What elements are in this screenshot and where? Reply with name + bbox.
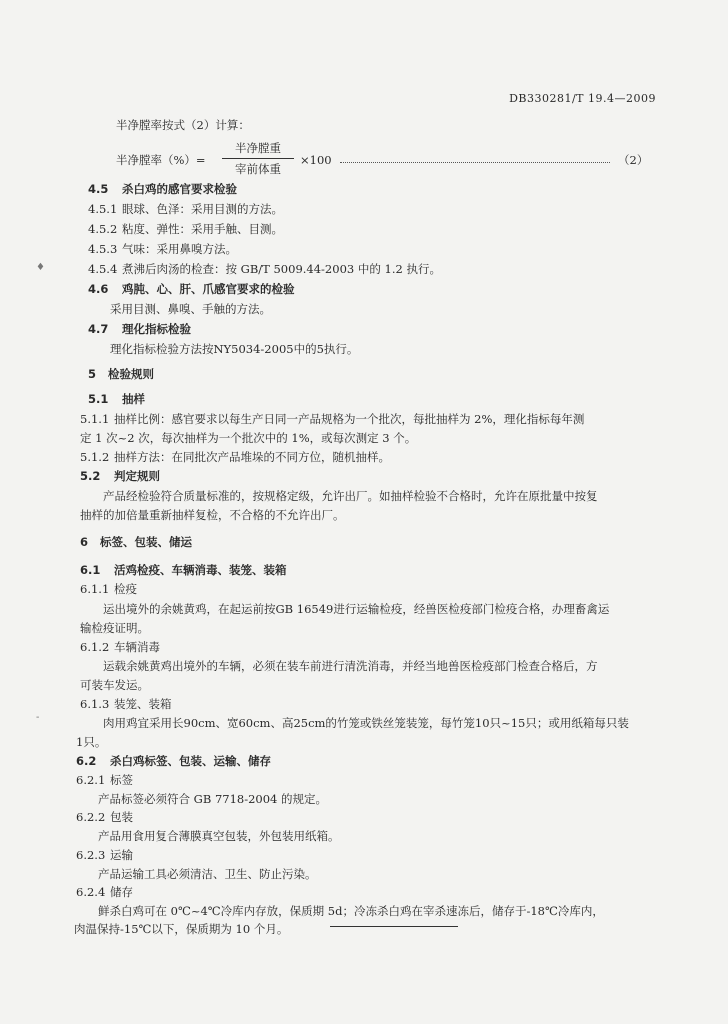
formula-lhs: 半净膛率（%）= bbox=[116, 153, 206, 167]
section-title: 理化指标检验 bbox=[122, 322, 191, 336]
subsection-6-1-1-heading bbox=[80, 582, 137, 596]
section-5-2-heading bbox=[80, 469, 160, 483]
chapter-6-heading bbox=[80, 535, 192, 549]
subsection-title: 储存 bbox=[110, 885, 133, 899]
section-number: 4.5 bbox=[88, 182, 109, 196]
subsection-title: 车辆消毒 bbox=[114, 640, 160, 654]
item-text: 抽样比例：感官要求以每生产日同一产品规格为一个批次，每批抽样为 2%，理化指标每年测 bbox=[114, 412, 585, 426]
paragraph-6-2-4-line2: 肉温保持-15℃以下，保质期为 10 个月。 bbox=[74, 922, 289, 936]
item-text: 气味：采用鼻嗅方法。 bbox=[122, 242, 237, 256]
item-number: 5.1.1 bbox=[80, 412, 110, 426]
paragraph-4-6: 采用目测、鼻嗅、手触的方法。 bbox=[110, 302, 271, 316]
paragraph-6-1-3-line1: 肉用鸡宜采用长90cm、宽60cm、高25cm的竹笼或铁丝笼装笼，每竹笼10只~15只；或用纸箱每只装 bbox=[103, 716, 629, 730]
subsection-title: 标签 bbox=[110, 773, 133, 787]
item-number: 4.5.3 bbox=[88, 242, 118, 256]
subsection-number: 6.1.2 bbox=[80, 640, 110, 654]
item-5-1-1-line1 bbox=[80, 412, 584, 426]
chapter-title: 标签、包装、储运 bbox=[100, 535, 192, 549]
subsection-number: 6.2.1 bbox=[76, 773, 106, 787]
subsection-number: 6.1.1 bbox=[80, 582, 110, 596]
paragraph-6-2-1: 产品标签必须符合 GB 7718-2004 的规定。 bbox=[98, 792, 328, 806]
section-4-5-heading bbox=[88, 182, 237, 196]
item-4-5-4 bbox=[88, 262, 441, 276]
section-6-1-heading bbox=[80, 563, 287, 577]
section-number: 4.6 bbox=[88, 282, 109, 296]
paragraph-5-2-line1: 产品经检验符合质量标准的，按规格定级，允许出厂。如抽样检验不合格时，允许在原批量中按复 bbox=[103, 489, 598, 503]
section-title: 活鸡检疫、车辆消毒、装笼、装箱 bbox=[114, 563, 287, 577]
subsection-6-2-4-heading bbox=[76, 885, 133, 899]
item-4-5-1 bbox=[88, 202, 283, 216]
subsection-number: 6.1.3 bbox=[80, 697, 110, 711]
subsection-title: 运输 bbox=[110, 848, 133, 862]
formula-denominator: 宰前体重 bbox=[235, 162, 281, 176]
subsection-number: 6.2.2 bbox=[76, 810, 106, 824]
item-number: 5.1.2 bbox=[80, 450, 110, 464]
section-number: 5.1 bbox=[88, 392, 109, 406]
paragraph-6-2-3: 产品运输工具必须清洁、卫生、防止污染。 bbox=[98, 867, 317, 881]
paragraph-6-1-2-line2: 可装车发运。 bbox=[80, 678, 149, 692]
scan-margin-mark: ♦ bbox=[36, 262, 45, 273]
item-5-1-2 bbox=[80, 450, 390, 464]
item-number: 4.5.2 bbox=[88, 222, 118, 236]
section-number: 4.7 bbox=[88, 322, 109, 336]
formula-intro: 半净膛率按式（2）计算： bbox=[116, 118, 250, 132]
section-4-6-heading bbox=[88, 282, 295, 296]
paragraph-6-1-3-line2: 1只。 bbox=[76, 735, 107, 749]
section-4-7-heading bbox=[88, 322, 191, 336]
section-number: 5.2 bbox=[80, 469, 101, 483]
end-of-document-line bbox=[330, 926, 458, 927]
section-title: 抽样 bbox=[122, 392, 145, 406]
chapter-number: 6 bbox=[80, 535, 89, 549]
subsection-6-1-3-heading bbox=[80, 697, 172, 711]
paragraph-6-1-2-line1: 运载余姚黄鸡出境外的车辆，必须在装车前进行清洗消毒，并经当地兽医检疫部门检查合格后，方 bbox=[103, 659, 598, 673]
formula-equation-number: （2） bbox=[618, 153, 649, 167]
item-text: 抽样方法：在同批次产品堆垛的不同方位，随机抽样。 bbox=[114, 450, 390, 464]
section-5-1-heading bbox=[88, 392, 145, 406]
item-number: 4.5.4 bbox=[88, 262, 118, 276]
item-5-1-1-line2: 定 1 次~2 次，每次抽样为一个批次中的 1%，或每次测定 3 个。 bbox=[80, 431, 417, 445]
formula-fraction bbox=[222, 140, 294, 177]
subsection-title: 检疫 bbox=[114, 582, 137, 596]
item-number: 4.5.1 bbox=[88, 202, 118, 216]
document-code: DB330281/T 19.4—2009 bbox=[509, 92, 656, 105]
formula-multiplier: ×100 bbox=[300, 153, 332, 167]
paragraph-6-1-1-line1: 运出境外的余姚黄鸡，在起运前按GB 16549进行运输检疫，经兽医检疫部门检疫合格，办理畜禽运 bbox=[103, 602, 610, 616]
section-title: 鸡肫、心、肝、爪感官要求的检验 bbox=[122, 282, 295, 296]
chapter-number: 5 bbox=[88, 367, 97, 381]
item-text: 粘度、弹性：采用手触、目测。 bbox=[122, 222, 283, 236]
subsection-6-1-2-heading bbox=[80, 640, 160, 654]
subsection-title: 装笼、装箱 bbox=[114, 697, 172, 711]
subsection-title: 包装 bbox=[110, 810, 133, 824]
subsection-6-2-3-heading bbox=[76, 848, 133, 862]
item-text: 煮沸后肉汤的检查：按 GB/T 5009.44-2003 中的 1.2 执行。 bbox=[122, 262, 441, 276]
section-title: 判定规则 bbox=[114, 469, 160, 483]
subsection-number: 6.2.4 bbox=[76, 885, 106, 899]
paragraph-6-2-2: 产品用食用复合薄膜真空包装，外包装用纸箱。 bbox=[98, 829, 340, 843]
subsection-6-2-1-heading bbox=[76, 773, 133, 787]
paragraph-4-7: 理化指标检验方法按NY5034-2005中的5执行。 bbox=[110, 342, 359, 356]
scan-margin-mark: - bbox=[36, 712, 40, 723]
section-number: 6.1 bbox=[80, 563, 101, 577]
section-title: 杀白鸡的感官要求检验 bbox=[122, 182, 237, 196]
section-number: 6.2 bbox=[76, 754, 97, 768]
chapter-title: 检验规则 bbox=[108, 367, 154, 381]
dot-leader bbox=[340, 156, 610, 163]
subsection-number: 6.2.3 bbox=[76, 848, 106, 862]
item-4-5-3 bbox=[88, 242, 237, 256]
fraction-bar bbox=[222, 158, 294, 159]
subsection-6-2-2-heading bbox=[76, 810, 133, 824]
chapter-5-heading bbox=[88, 367, 154, 381]
section-title: 杀白鸡标签、包装、运输、储存 bbox=[110, 754, 271, 768]
paragraph-6-2-4-line1: 鲜杀白鸡可在 0℃~4℃冷库内存放，保质期 5d；冷冻杀白鸡在宰杀速冻后，储存于-18℃冷库内， bbox=[98, 904, 604, 918]
paragraph-6-1-1-line2: 输检疫证明。 bbox=[80, 621, 149, 635]
item-text: 眼球、色泽：采用目测的方法。 bbox=[122, 202, 283, 216]
formula-numerator: 半净膛重 bbox=[235, 141, 281, 155]
item-4-5-2 bbox=[88, 222, 283, 236]
paragraph-5-2-line2: 抽样的加倍量重新抽样复检，不合格的不允许出厂。 bbox=[80, 508, 345, 522]
section-6-2-heading bbox=[76, 754, 271, 768]
